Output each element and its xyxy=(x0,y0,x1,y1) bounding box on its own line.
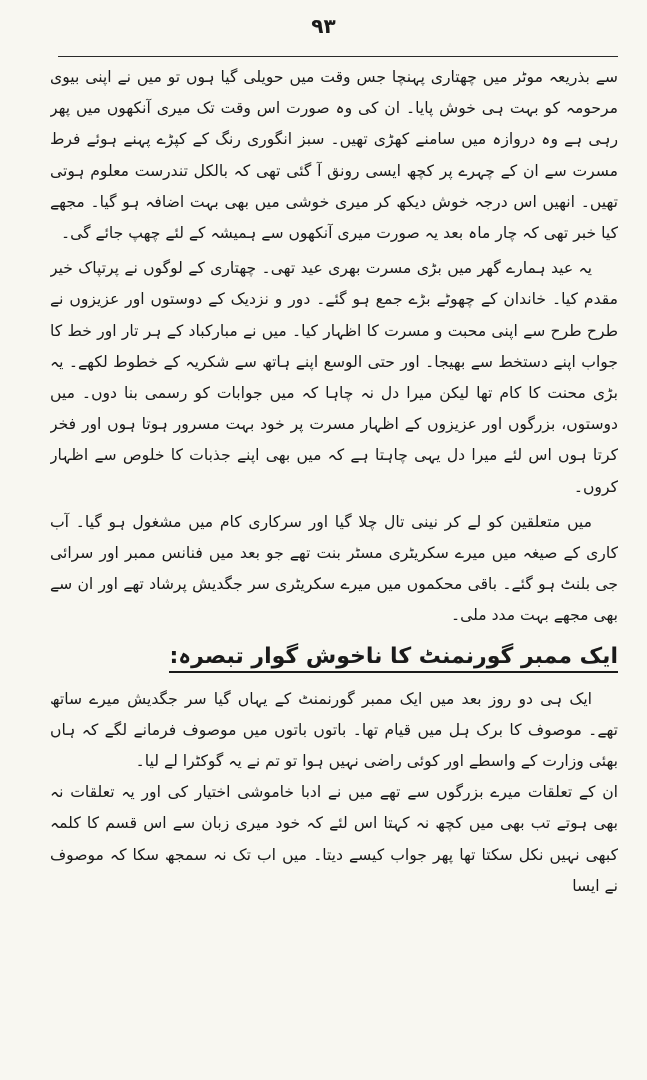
header-rule xyxy=(58,56,618,57)
paragraph-2: یہ عید ہمارے گھر میں بڑی مسرت بھری عید تھی۔ چھتاری کے لوگوں نے پرتپاک خیر مقدم کیا۔ خاندان کے چھوٹے بڑے جمع ہو گئے۔ دور و نزدیک کے دوستوں اور عزیزوں نے طرح طرح سے اپنی محبت و مسرت کا اظہار کیا۔ میں نے مبارکباد کے ہر تار اور خط کا جواب اپنے دستخط سے بھیجا۔ اور حتی الوسع اپنے ہاتھ سے شکریہ کے خطوط لکھے۔ یہ بڑی محنت کا کام تھا لیکن میرا دل نہ چاہا کہ میں جوابات کو رسمی بنا دوں۔ میں دوستوں، بزرگوں اور عزیزوں کے اظہار مسرت پر خود بہت مسرور ہوتا ہوں اور فخر کرتا ہوں اس لئے میرا دل یہی چاہتا ہے کہ میں بھی اپنے جذبات کا خلوص سے اظہار کروں۔ xyxy=(50,259,618,496)
paragraph-3: میں متعلقین کو لے کر نینی تال چلا گیا اور سرکاری کام میں مشغول ہو گیا۔ آب کاری کے صیغہ میں میرے سکریٹری مسٹر بنت تھے جو بعد میں فنانس ممبر اور سرائی جی بلنٹ ہو گئے۔ باقی محکموں میں میرے سکریٹری سر جگدیش پرشاد تھے اور ان سے بھی مجھے بہت مدد ملی۔ xyxy=(50,512,618,625)
paragraph-1: سے بذریعہ موٹر میں چھتاری پہنچا جس وقت میں حویلی گیا ہوں تو میں نے اپنی بیوی مرحومہ کو بہت ہی خوش پایا۔ ان کی وہ صورت اس وقت تک میری آنکھوں میں پھر رہی ہے وہ دروازہ میں سامنے کھڑی تھیں۔ سبز انگوری رنگ کے کپڑے پہنے ہوئے فرط مسرت سے ان کے چہرے پر کچھ ایسی رونق آ گئی تھی کہ بالکل تندرست معلوم ہوتی تھیں۔ انھیں اس درجہ خوش دیکھ کر میری خوشی میں بھی بہت اضافہ ہو گیا۔ مجھے کیا خبر تھی کہ چار ماہ بعد یہ صورت میری آنکھوں سے ہمیشہ کے لئے چھپ جائے گی۔ xyxy=(50,68,618,243)
page-number: ٩٣ xyxy=(311,14,336,38)
section-heading xyxy=(50,636,618,678)
paragraph-5: ان کے تعلقات میرے بزرگوں سے تھے میں نے ادبا خاموشی اختیار کی اور یہ تعلقات نہ بھی ہوتے تب بھی میں کچھ نہ کہتا اس لئے کہ خود میری زبان سے اس قسم کا کلمہ کبھی نہیں نکل سکتا تھا پھر جواب کیسے دیتا۔ میں اب تک نہ سمجھ سکا کہ موصوف نے ایسا xyxy=(50,783,618,895)
paragraph-4: ایک ہی دو روز بعد میں ایک ممبر گورنمنٹ کے یہاں گیا سر جگدیش میرے ساتھ تھے۔ موصوف کا برک ہل میں قیام تھا۔ باتوں باتوں میں موصوف فرمانے لگے کہ ہاں بھئی وزارت کے واسطے اور کوئی راضی نہیں ہوا تو تم نے یہ گوکٹرا لے لیا۔ xyxy=(50,689,618,771)
page-body xyxy=(50,62,618,1072)
section-heading-text: ایک ممبر گورنمنٹ کا ناخوش گوار تبصرہ: xyxy=(169,644,618,673)
